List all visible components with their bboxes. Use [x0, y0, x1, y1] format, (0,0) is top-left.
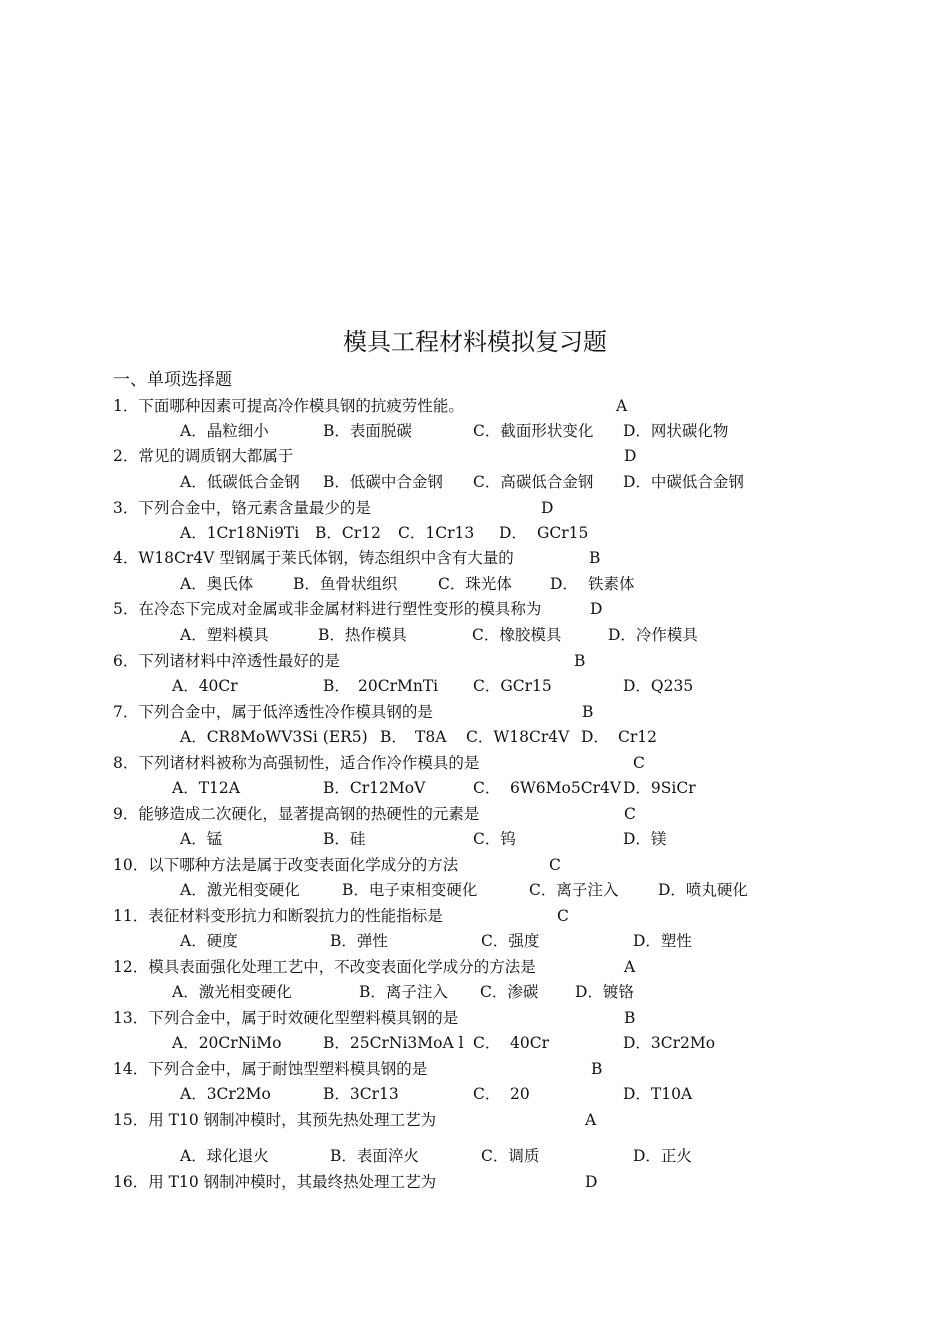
text-cell: D．Q235: [623, 677, 694, 695]
text-cell: C．珠光体: [438, 575, 512, 593]
text-line: [0, 1144, 950, 1168]
text-cell: B．表面脱碳: [323, 422, 412, 440]
text-line: [0, 1108, 950, 1132]
text-line: [0, 700, 950, 724]
text-cell: A．20CrNiMo: [172, 1034, 282, 1052]
text-cell: D．冷作模具: [608, 626, 698, 644]
text-cell: C．GCr15: [473, 677, 552, 695]
text-cell: C．强度: [481, 932, 540, 950]
text-cell: C: [633, 754, 645, 772]
text-line: [0, 674, 950, 698]
text-line: [0, 470, 950, 494]
text-cell: C．截面形状变化: [473, 422, 594, 440]
text-cell: 8．下列诸材料被称为高强韧性，适合作冷作模具的是: [113, 754, 480, 772]
text-cell: D: [624, 447, 637, 465]
text-line: [0, 572, 950, 596]
text-cell: 4．W18Cr4V 型钢属于莱氏体钢，铸态组织中含有大量的: [113, 549, 514, 567]
text-line: [0, 980, 950, 1004]
text-cell: D．: [499, 524, 527, 542]
text-cell: B．热作模具: [318, 626, 407, 644]
text-cell: C．: [473, 1034, 501, 1052]
text-cell: 7．下列合金中，属于低淬透性冷作模具钢的是: [113, 703, 433, 721]
text-line: [0, 1031, 950, 1055]
text-cell: C．橡胶模具: [472, 626, 562, 644]
text-line: [0, 929, 950, 953]
text-cell: C．1Cr13: [398, 524, 475, 542]
text-cell: A．锰: [180, 830, 223, 848]
text-line: [0, 546, 950, 570]
text-cell: A: [616, 397, 628, 415]
text-cell: Cr12: [618, 728, 657, 746]
text-cell: A．3Cr2Mo: [180, 1085, 271, 1103]
text-cell: B．弹性: [330, 932, 388, 950]
text-line: [0, 496, 950, 520]
text-cell: D: [585, 1173, 598, 1191]
text-line: [0, 444, 950, 468]
text-cell: B．: [380, 728, 407, 746]
text-cell: D．T10A: [623, 1085, 693, 1103]
text-cell: D: [590, 600, 603, 618]
text-cell: 6W6Mo5Cr4V: [510, 779, 622, 797]
text-cell: A．CR8MoWV3Si (ER5): [180, 728, 368, 746]
text-cell: 14．下列合金中，属于耐蚀型塑料模具钢的是: [113, 1060, 428, 1078]
text-cell: 6．下列诸材料中淬透性最好的是: [113, 652, 340, 670]
text-cell: 20CrMnTi: [358, 677, 439, 695]
text-cell: C．钨: [473, 830, 516, 848]
text-cell: 12．模具表面强化处理工艺中，不改变表面化学成分的方法是: [113, 958, 536, 976]
text-line: [0, 623, 950, 647]
text-cell: C: [624, 805, 636, 823]
text-line: [0, 394, 950, 418]
text-cell: A．低碳低合金钢: [180, 473, 300, 491]
text-cell: D．3Cr2Mo: [623, 1034, 716, 1052]
text-cell: A．1Cr18Ni9Ti: [180, 524, 300, 542]
text-cell: A．球化退火: [180, 1147, 269, 1165]
text-line: [0, 597, 950, 621]
text-cell: B: [591, 1060, 603, 1078]
text-line: [0, 419, 950, 443]
text-line: [0, 904, 950, 928]
text-cell: 40Cr: [510, 1034, 549, 1052]
text-cell: B: [582, 703, 594, 721]
text-line: [0, 521, 950, 545]
text-cell: A: [624, 958, 636, 976]
text-cell: 16．用 T10 钢制冲模时，其最终热处理工艺为: [113, 1173, 437, 1191]
text-cell: B: [574, 652, 586, 670]
text-cell: A．激光相变硬化: [172, 983, 292, 1001]
text-cell: A．奥氏体: [180, 575, 254, 593]
text-cell: B．Cr12MoV: [323, 779, 426, 797]
text-cell: A．T12A: [172, 779, 240, 797]
text-cell: GCr15: [537, 524, 589, 542]
text-cell: D: [541, 499, 554, 517]
text-line: [0, 751, 950, 775]
text-cell: D．镀铬: [575, 983, 634, 1001]
text-cell: B．: [323, 677, 350, 695]
text-cell: B: [589, 549, 601, 567]
text-cell: 1．下面哪种因素可提高冷作模具钢的抗疲劳性能。: [113, 397, 464, 415]
text-cell: A．晶粒细小: [180, 422, 269, 440]
text-cell: C．调质: [481, 1147, 540, 1165]
text-cell: 11．表征材料变形抗力和断裂抗力的性能指标是: [113, 907, 443, 925]
text-cell: D．: [581, 728, 609, 746]
text-cell: A．40Cr: [172, 677, 238, 695]
text-line: [0, 955, 950, 979]
text-line: [0, 1170, 950, 1194]
text-cell: 13．下列合金中，属于时效硬化型塑料模具钢的是: [113, 1009, 459, 1027]
text-cell: T8A: [415, 728, 447, 746]
text-cell: 15．用 T10 钢制冲模时，其预先热处理工艺为: [113, 1111, 437, 1129]
text-cell: D．中碳低合金钢: [623, 473, 744, 491]
text-line: [0, 1006, 950, 1030]
text-cell: D．9SiCr: [623, 779, 696, 797]
text-cell: A．硬度: [180, 932, 238, 950]
text-line: [0, 827, 950, 851]
text-cell: C: [549, 856, 561, 874]
text-cell: C．W18Cr4V: [466, 728, 570, 746]
text-cell: C．高碳低合金钢: [473, 473, 594, 491]
text-cell: B．电子束相变硬化: [342, 881, 478, 899]
text-cell: A: [585, 1111, 597, 1129]
text-line: [0, 776, 950, 800]
text-line: [0, 853, 950, 877]
text-cell: A．塑料模具: [180, 626, 269, 644]
text-line: [0, 878, 950, 902]
section-heading: 一、单项选择题: [113, 370, 232, 390]
text-cell: C: [557, 907, 569, 925]
text-cell: 5．在冷态下完成对金属或非金属材料进行塑性变形的模具称为: [113, 600, 542, 618]
text-cell: D．: [550, 575, 578, 593]
page-title: 模具工程材料模拟复习题: [343, 328, 607, 356]
text-cell: C．离子注入: [529, 881, 619, 899]
text-line: [0, 1057, 950, 1081]
text-cell: D．塑性: [633, 932, 692, 950]
text-cell: B．离子注入: [359, 983, 448, 1001]
text-cell: B．25CrNi3MoA l: [323, 1034, 464, 1052]
text-cell: B．3Cr13: [323, 1085, 399, 1103]
text-cell: B．Cr12: [315, 524, 381, 542]
text-cell: B．硅: [323, 830, 366, 848]
text-cell: C．渗碳: [480, 983, 539, 1001]
text-cell: 10．以下哪种方法是属于改变表面化学成分的方法: [113, 856, 459, 874]
text-cell: B．鱼骨状组织: [293, 575, 398, 593]
text-cell: D．网状碳化物: [623, 422, 729, 440]
text-cell: 3．下列合金中，铬元素含量最少的是: [113, 499, 371, 517]
text-line: [0, 649, 950, 673]
text-line: [0, 1082, 950, 1106]
text-cell: A．激光相变硬化: [180, 881, 300, 899]
text-cell: 铁素体: [588, 575, 635, 593]
text-cell: 20: [510, 1085, 530, 1103]
text-cell: D．镁: [623, 830, 667, 848]
text-line: [0, 725, 950, 749]
text-cell: B．表面淬火: [330, 1147, 419, 1165]
text-cell: 9．能够造成二次硬化，显著提高钢的热硬性的元素是: [113, 805, 480, 823]
text-cell: D．正火: [633, 1147, 692, 1165]
text-cell: D．喷丸硬化: [658, 881, 748, 899]
text-cell: C．: [473, 1085, 501, 1103]
text-line: [0, 802, 950, 826]
text-cell: B．低碳中合金钢: [323, 473, 443, 491]
text-cell: B: [624, 1009, 636, 1027]
text-cell: C．: [473, 779, 501, 797]
text-cell: 2．常见的调质钢大都属于: [113, 447, 294, 465]
